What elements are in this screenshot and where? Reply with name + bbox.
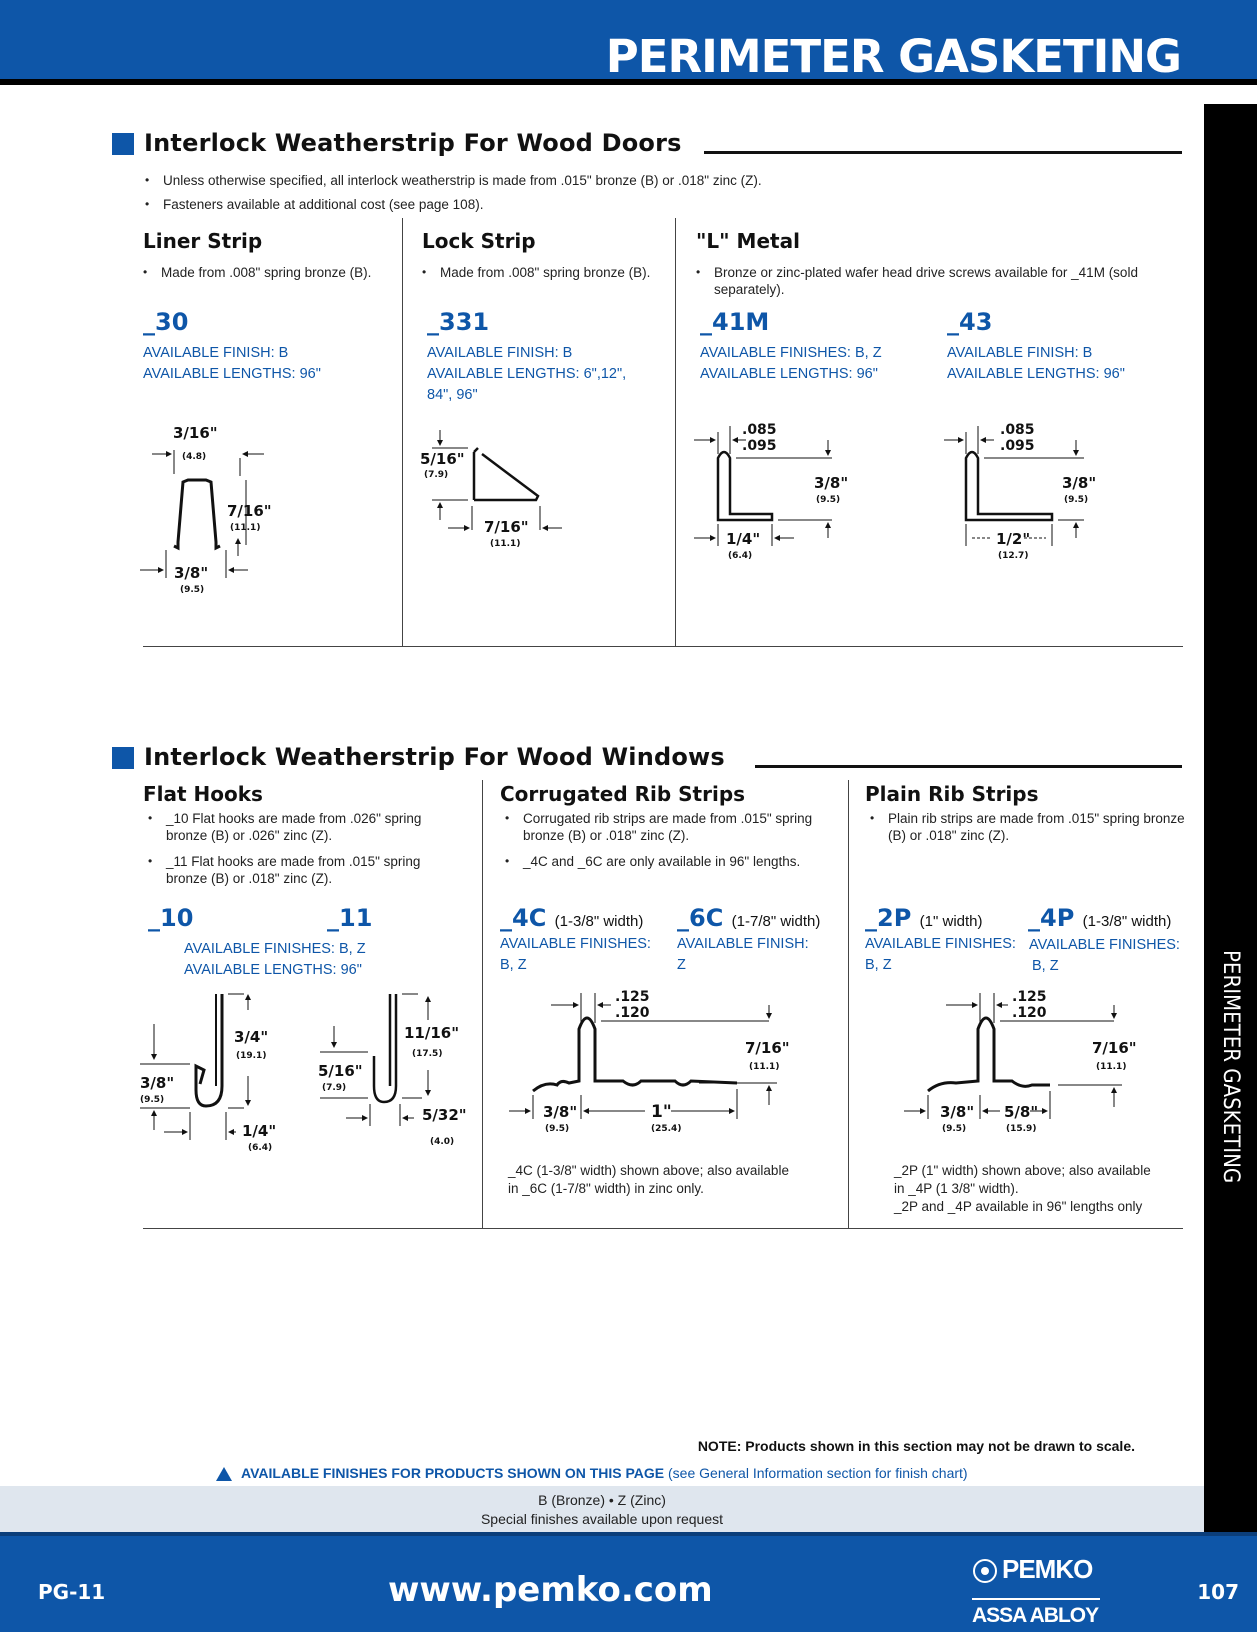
meta-4p — [1029, 935, 1180, 977]
corr-bullet-1: • Corrugated rib strips are made from .015" spring bronze (B) or .018" zinc (Z). — [523, 810, 843, 844]
lock-lengths: AVAILABLE LENGTHS: 6",12", — [427, 366, 627, 382]
flat-hook-10-diagram — [140, 990, 300, 1160]
code-4p-text: _4P — [1028, 904, 1075, 932]
41m-dim-t1: .085 — [742, 422, 777, 438]
corr-dim-span: 1" — [651, 1102, 672, 1122]
liner-strip-diagram — [138, 410, 272, 610]
section-rule — [143, 1228, 1183, 1229]
liner-lengths: AVAILABLE LENGTHS: 96" — [143, 366, 321, 382]
fin-4c: AVAILABLE FINISHES: — [500, 936, 651, 952]
flat-bullet-2: • _11 Flat hooks are made from .015" spring bronze (B) or .018" zinc (Z). — [166, 853, 456, 887]
triangle-icon — [215, 1466, 233, 1482]
flat-hook-11-diagram — [318, 990, 478, 1160]
liner-meta — [143, 343, 321, 385]
pemko-logo-icon — [972, 1558, 998, 1584]
plain-rib-diagram — [900, 985, 1140, 1145]
fin-4c-value: B, Z — [500, 957, 527, 973]
plain-dim-span-mm: (15.9) — [1006, 1124, 1037, 1134]
liner-dim-top: 3/16" — [173, 424, 218, 442]
code-43: _43 — [947, 308, 993, 336]
41m-dim-base: 1/4" — [726, 530, 761, 548]
lengths-43: AVAILABLE LENGTHS: 96" — [947, 366, 1125, 382]
fin-6c: AVAILABLE FINISH: — [677, 936, 809, 952]
corr-dim-t2: .120 — [615, 1005, 650, 1021]
page-number: 107 — [1197, 1580, 1239, 1604]
code-4c-text: _4C — [500, 904, 547, 932]
liner-dim-base: 3/8" — [174, 564, 209, 582]
flat-hooks-title: Flat Hooks — [143, 782, 263, 806]
code-2p-text: _2P — [865, 904, 912, 932]
flat-bullet-1: • _10 Flat hooks are made from .026" spring bronze (B) or .026" zinc (Z). — [166, 810, 456, 844]
fin-6c-value: Z — [677, 957, 686, 973]
meta-2p — [865, 934, 1016, 976]
liner-dim-height: 7/16" — [227, 502, 272, 520]
lock-strip-title: Lock Strip — [422, 229, 536, 253]
lock-dim-height: 5/16" — [420, 450, 465, 468]
heading-rule — [704, 151, 1182, 154]
meta-41m — [700, 343, 882, 385]
lock-code: _331 — [427, 308, 490, 336]
code-10: _10 — [148, 904, 194, 932]
page-title: PERIMETER GASKETING — [605, 30, 1181, 83]
10-dim-h: 3/4" — [234, 1028, 269, 1046]
plain-rib-title: Plain Rib Strips — [865, 782, 1039, 806]
code-2p-width: (1" width) — [919, 913, 983, 930]
meta-6c — [677, 934, 809, 976]
doors-heading-text: Interlock Weatherstrip For Wood Doors — [144, 129, 682, 157]
fin-4p: AVAILABLE FINISHES: — [1029, 937, 1180, 953]
column-divider — [848, 780, 849, 1228]
10-dim-l: 3/8" — [140, 1074, 175, 1092]
flat-meta — [184, 939, 366, 981]
page-header — [0, 0, 1257, 85]
10-dim-l-mm: (9.5) — [140, 1095, 165, 1105]
fin-4p-value: B, Z — [1032, 958, 1059, 974]
43-dim-height-mm: (9.5) — [1064, 495, 1089, 505]
plain-caption — [894, 1162, 1151, 1216]
section-square-icon — [112, 747, 134, 769]
scale-note: NOTE: Products shown in this section may not be drawn to scale. — [697, 1438, 1135, 1454]
flat-finish: AVAILABLE FINISHES: B, Z — [184, 941, 366, 957]
finishes-line-1: B (Bronze) • Z (Zinc) — [538, 1492, 666, 1508]
11-dim-w: 5/32" — [422, 1106, 467, 1124]
43-dim-height: 3/8" — [1062, 474, 1097, 492]
corr-dim-w-mm: (9.5) — [545, 1124, 570, 1134]
lock-finish: AVAILABLE FINISH: B — [427, 345, 573, 361]
code-11: _11 — [327, 904, 373, 932]
l-metal-41m-diagram — [690, 418, 860, 568]
lock-lengths-2: 84", 96" — [427, 387, 478, 403]
10-dim-w-mm: (6.4) — [248, 1143, 273, 1153]
doors-bullet-2: • Fasteners available at additional cost (see page 108). — [163, 196, 1063, 213]
10-dim-h-mm: (19.1) — [236, 1051, 267, 1061]
column-divider — [482, 780, 483, 1228]
liner-code: _30 — [143, 308, 189, 336]
41m-dim-height-mm: (9.5) — [816, 495, 841, 505]
liner-dim-base-mm: (9.5) — [180, 585, 205, 595]
column-divider — [402, 218, 403, 646]
41m-dim-base-mm: (6.4) — [728, 551, 753, 561]
liner-finish: AVAILABLE FINISH: B — [143, 345, 289, 361]
plain-dim-h: 7/16" — [1092, 1039, 1137, 1057]
plain-caption-2: in _4P (1 3/8" width). — [894, 1181, 1019, 1196]
windows-heading-text: Interlock Weatherstrip For Wood Windows — [144, 743, 725, 771]
lock-dim-width-mm: (11.1) — [490, 539, 521, 549]
plain-dim-t2: .120 — [1012, 1005, 1047, 1021]
l-metal-bullet: • Bronze or zinc-plated wafer head drive screws available for _41M (sold separately). — [714, 264, 1154, 298]
plain-dim-t1: .125 — [1012, 989, 1047, 1005]
fin-2p-value: B, Z — [865, 957, 892, 973]
code-6c — [677, 904, 820, 932]
43-dim-t2: .095 — [1000, 438, 1035, 454]
liner-strip-bullet: • Made from .008" spring bronze (B). — [161, 264, 411, 281]
11-dim-h: 11/16" — [404, 1024, 460, 1042]
side-tab-label: PERIMETER GASKETING — [1218, 950, 1243, 1184]
brand-logo: PEMKO — [1002, 1554, 1093, 1584]
side-tab — [1204, 104, 1257, 1536]
finishes-bar — [0, 1486, 1204, 1532]
43-dim-t1: .085 — [1000, 422, 1035, 438]
lock-strip-diagram — [418, 420, 568, 560]
finish-41m: AVAILABLE FINISHES: B, Z — [700, 345, 882, 361]
41m-dim-height: 3/8" — [814, 474, 849, 492]
plain-caption-3: _2P and _4P available in 96" lengths only — [894, 1199, 1143, 1214]
doors-bullet-1: • Unless otherwise specified, all interlock weatherstrip is made from .015" bronze (B) or .018" zinc (Z). — [163, 172, 1063, 189]
corr-dim-h: 7/16" — [745, 1039, 790, 1057]
43-dim-base: 1/2" — [996, 530, 1031, 548]
fin-2p: AVAILABLE FINISHES: — [865, 936, 1016, 952]
lock-dim-height-mm: (7.9) — [424, 470, 449, 480]
corr-dim-w: 3/8" — [543, 1103, 578, 1121]
lock-strip-bullet: • Made from .008" spring bronze (B). — [440, 264, 680, 281]
column-divider — [675, 218, 676, 646]
corrugated-title: Corrugated Rib Strips — [500, 782, 746, 806]
10-dim-w: 1/4" — [242, 1122, 277, 1140]
plain-dim-span: 5/8" — [1004, 1103, 1039, 1121]
lengths-41m: AVAILABLE LENGTHS: 96" — [700, 366, 878, 382]
finishes-heading — [241, 1465, 968, 1481]
code-6c-width: (1-7/8" width) — [731, 913, 821, 930]
heading-rule — [755, 765, 1182, 768]
11-dim-l-mm: (7.9) — [322, 1083, 347, 1093]
lock-meta — [427, 343, 626, 406]
windows-section-heading — [112, 745, 1182, 779]
lock-dim-width: 7/16" — [484, 518, 529, 536]
plain-caption-1: _2P (1" width) shown above; also available — [894, 1163, 1151, 1178]
page-footer — [0, 1532, 1257, 1632]
website-link[interactable]: www.pemko.com — [388, 1570, 713, 1610]
plain-bullet: • Plain rib strips are made from .015" spring bronze (B) or .018" zinc (Z). — [888, 810, 1188, 844]
meta-4c — [500, 934, 651, 976]
plain-dim-w-mm: (9.5) — [942, 1124, 967, 1134]
parent-logo: ASSA ABLOY — [972, 1598, 1100, 1628]
section-code: PG-11 — [38, 1580, 106, 1604]
code-4p — [1028, 904, 1171, 932]
flat-lengths: AVAILABLE LENGTHS: 96" — [184, 962, 362, 978]
l-metal-43-diagram — [942, 418, 1112, 568]
doors-section-heading — [112, 131, 1182, 165]
code-4c-width: (1-3/8" width) — [554, 913, 644, 930]
liner-dim-height-mm: (11.1) — [230, 523, 261, 533]
plain-dim-w: 3/8" — [940, 1103, 975, 1121]
finishes-ref-link[interactable]: (see General Information section for finish chart) — [668, 1465, 968, 1481]
finishes-heading-text: AVAILABLE FINISHES FOR PRODUCTS SHOWN ON THIS PAGE — [241, 1465, 665, 1481]
meta-43 — [947, 343, 1125, 385]
41m-dim-t2: .095 — [742, 438, 777, 454]
code-2p — [865, 904, 983, 932]
11-dim-l: 5/16" — [318, 1062, 363, 1080]
code-4c — [500, 904, 643, 932]
11-dim-w-mm: (4.0) — [430, 1137, 455, 1147]
corr-dim-t1: .125 — [615, 989, 650, 1005]
corrugated-rib-diagram — [505, 985, 805, 1145]
corr-caption — [508, 1162, 789, 1198]
code-41m: _41M — [700, 308, 770, 336]
corr-caption-1: _4C (1-3/8" width) shown above; also available — [508, 1163, 789, 1178]
section-rule — [143, 646, 1183, 647]
liner-dim-top-mm: (4.8) — [182, 452, 207, 462]
finish-43: AVAILABLE FINISH: B — [947, 345, 1093, 361]
code-6c-text: _6C — [677, 904, 724, 932]
l-metal-title: "L" Metal — [696, 229, 800, 253]
plain-dim-h-mm: (11.1) — [1096, 1062, 1127, 1072]
code-4p-width: (1-3/8" width) — [1082, 913, 1172, 930]
liner-strip-title: Liner Strip — [143, 229, 263, 253]
11-dim-h-mm: (17.5) — [412, 1049, 443, 1059]
43-dim-base-mm: (12.7) — [998, 551, 1029, 561]
finishes-line-2: Special finishes available upon request — [480, 1511, 724, 1527]
corr-caption-2: in _6C (1-7/8" width) in zinc only. — [508, 1181, 704, 1196]
corr-dim-h-mm: (11.1) — [749, 1062, 780, 1072]
section-square-icon — [112, 133, 134, 155]
corr-dim-span-mm: (25.4) — [651, 1124, 682, 1134]
corr-bullet-2: • _4C and _6C are only available in 96" lengths. — [523, 853, 843, 870]
